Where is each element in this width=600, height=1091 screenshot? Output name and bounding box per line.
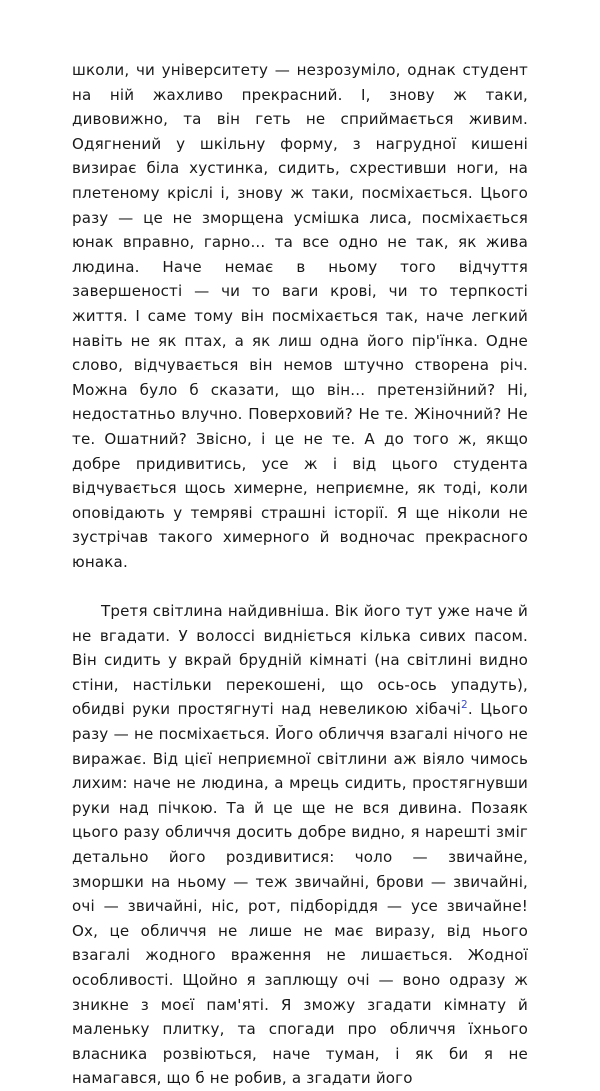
paragraph-continued-text: школи, чи університету — незрозуміло, однак студент на ній жахливо прекрасний. І, знову ж таки, дивовижно, та він геть не сприймається живим. Одягнений у шкільну форму, з нагрудної кишені визирає біла хустинка, сидить, схрестивши ноги, на плетеному кріслі і, знову ж таки, посміхається. Цього разу — це не зморщена усмішка лиса, посміхається юнак вправно, гарно... та все одно не так, як жива людина. Наче немає в ньому того відчуття завершеності — чи то ваги крові, чи то терпкості життя. І саме тому він посміхається так, наче легкий навіть не як птах, а як лиш одна його пір'їнка. Одне слово, відчувається він немов штучно створена річ. Можна було б сказати, що він... претензійний? Ні, недостатньо влучно. Поверховий? Не те. Жіночний? Не те. Ошатний? Звісно, і це не те. А до того ж, якщо добре придивитись, усе ж і від цього студента відчувається щось химерне, неприємне, як тоді, коли оповідають у темряві страшні історії. Я ще ніколи не зустрічав такого химерного й водночас прекрасного юнака. bbox=[72, 61, 528, 571]
paragraph-continued bbox=[72, 58, 528, 599]
paragraph-third-photograph-text-after-footnote: . Цього разу — не посміхається. Його обличчя взагалі нічого не виражає. Від цієї неприємної світлини аж віяло чимось лихим: наче не людина, а мрець сидить, простягнувши руки над пічкою. Та й це ще не вся дивина. Позаяк цього разу обличчя досить добре видно, я нарешті зміг детально його роздивитися: чоло — звичайне, зморшки на ньому — теж звичайні, брови — звичайні, очі — звичайні, ніс, рот, підборіддя — усе звичайне! Ох, це обличчя не лише не має виразу, від нього взагалі жодного враження не лишається. Жодної особливості. Щойно я заплющу очі — воно одразу ж зникне з моєї пам'яті. Я зможу згадати кімнату й маленьку плитку, та спогади про обличчя їхнього власника розвіються, наче туман, і як би я не намагався, що б не робив, а згадати його bbox=[72, 700, 528, 1088]
paragraph-third-photograph bbox=[72, 599, 528, 1091]
paragraph-third-photograph-text-before-footnote: Третя світлина найдивніша. Вік його тут уже наче й не вгадати. У волоссі видніється кілька сивих пасом. Він сидить у вкрай брудній кімнаті (на світлині видно стіни, настільки перекошені, що ось-ось упадуть), обидві руки простягнуті над невеликою хібачі bbox=[72, 602, 528, 719]
text-column bbox=[72, 58, 528, 1091]
footnote-reference-link[interactable]: 2 bbox=[461, 699, 468, 712]
